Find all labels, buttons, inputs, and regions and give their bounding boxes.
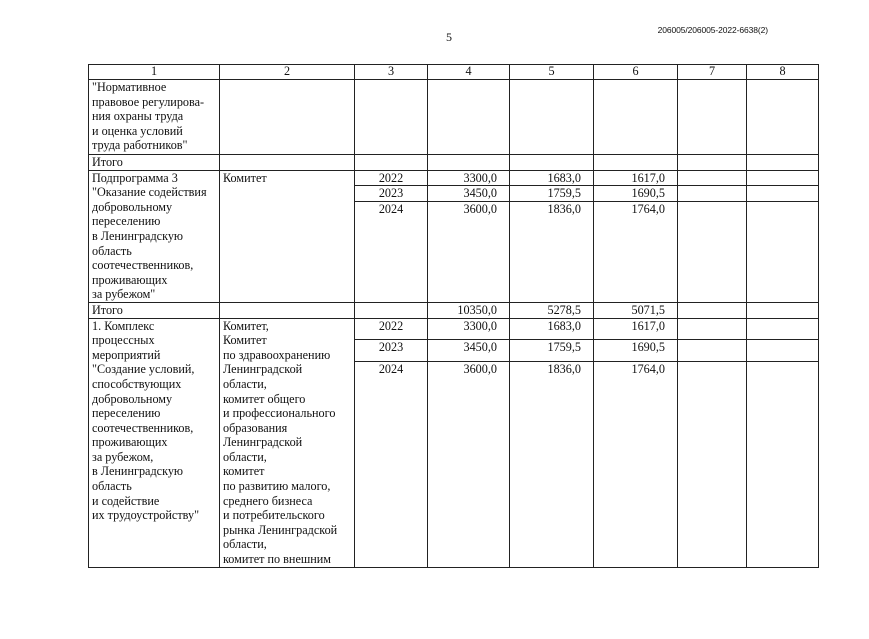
- page-number: 5: [446, 30, 452, 44]
- total-label: Итого: [89, 155, 220, 171]
- amount-cell: 1683,0: [510, 170, 594, 186]
- year-cell: 2024: [355, 361, 428, 567]
- document-table-container: [88, 64, 818, 570]
- amount-cell: 1759,5: [510, 186, 594, 202]
- document-id: 206005/206005-2022-6638(2): [657, 25, 768, 35]
- year-cell: [355, 80, 428, 155]
- amount-cell: [510, 80, 594, 155]
- year-cell: 2024: [355, 201, 428, 302]
- year-cell: 2023: [355, 340, 428, 362]
- program-name-cell: 1. Комплекс процессных мероприятий "Создание условий, способствующих добровольному переселению соотечественников, проживающих за рубежом, в Ленинградскую область и содействие их трудоустройству": [89, 318, 220, 567]
- amount-cell: 1764,0: [594, 201, 678, 302]
- amount-cell: 1617,0: [594, 318, 678, 340]
- column-number-row: [89, 65, 819, 80]
- total-row: [89, 155, 819, 171]
- total-row: [89, 302, 819, 318]
- amount-cell: 1683,0: [510, 318, 594, 340]
- funding-table: [88, 64, 819, 568]
- year-cell: 2022: [355, 318, 428, 340]
- total-amount-cell: 10350,0: [428, 302, 510, 318]
- amount-cell: 3600,0: [428, 201, 510, 302]
- table-row: [89, 80, 819, 155]
- amount-cell: 3300,0: [428, 170, 510, 186]
- column-number: 4: [428, 65, 510, 80]
- total-amount-cell: 5071,5: [594, 302, 678, 318]
- column-number: 5: [510, 65, 594, 80]
- program-name-cell: Подпрограмма 3 "Оказание содействия добровольному переселению в Ленинградскую область соотечественников, проживающих за рубежом": [89, 170, 220, 302]
- table-row: [89, 318, 819, 340]
- total-label: Итого: [89, 302, 220, 318]
- amount-cell: 1617,0: [594, 170, 678, 186]
- column-number: 2: [220, 65, 355, 80]
- amount-cell: 1690,5: [594, 340, 678, 362]
- executor-cell: [220, 80, 355, 155]
- table-row: [89, 170, 819, 186]
- executor-cell: Комитет: [220, 170, 355, 302]
- amount-cell: 1690,5: [594, 186, 678, 202]
- amount-cell: [428, 80, 510, 155]
- amount-cell: 1759,5: [510, 340, 594, 362]
- empty-cell: [678, 80, 747, 155]
- column-number: 1: [89, 65, 220, 80]
- amount-cell: 1836,0: [510, 361, 594, 567]
- column-number: 3: [355, 65, 428, 80]
- program-name-cell: "Нормативное правовое регулирова- ния охраны труда и оценка условий труда работников": [89, 80, 220, 155]
- empty-cell: [747, 80, 819, 155]
- amount-cell: [594, 80, 678, 155]
- amount-cell: 3600,0: [428, 361, 510, 567]
- amount-cell: 3300,0: [428, 318, 510, 340]
- executor-cell: Комитет, Комитет по здравоохранению Ленинградской области, комитет общего и профессионального образования Ленинградской области, комитет по развитию малого, среднего бизнеса и потребительского рынка Ленинградской области, комитет по внешним: [220, 318, 355, 567]
- total-amount-cell: 5278,5: [510, 302, 594, 318]
- amount-cell: 3450,0: [428, 186, 510, 202]
- amount-cell: 1764,0: [594, 361, 678, 567]
- column-number: 7: [678, 65, 747, 80]
- year-cell: 2023: [355, 186, 428, 202]
- amount-cell: 3450,0: [428, 340, 510, 362]
- amount-cell: 1836,0: [510, 201, 594, 302]
- year-cell: 2022: [355, 170, 428, 186]
- column-number: 8: [747, 65, 819, 80]
- column-number: 6: [594, 65, 678, 80]
